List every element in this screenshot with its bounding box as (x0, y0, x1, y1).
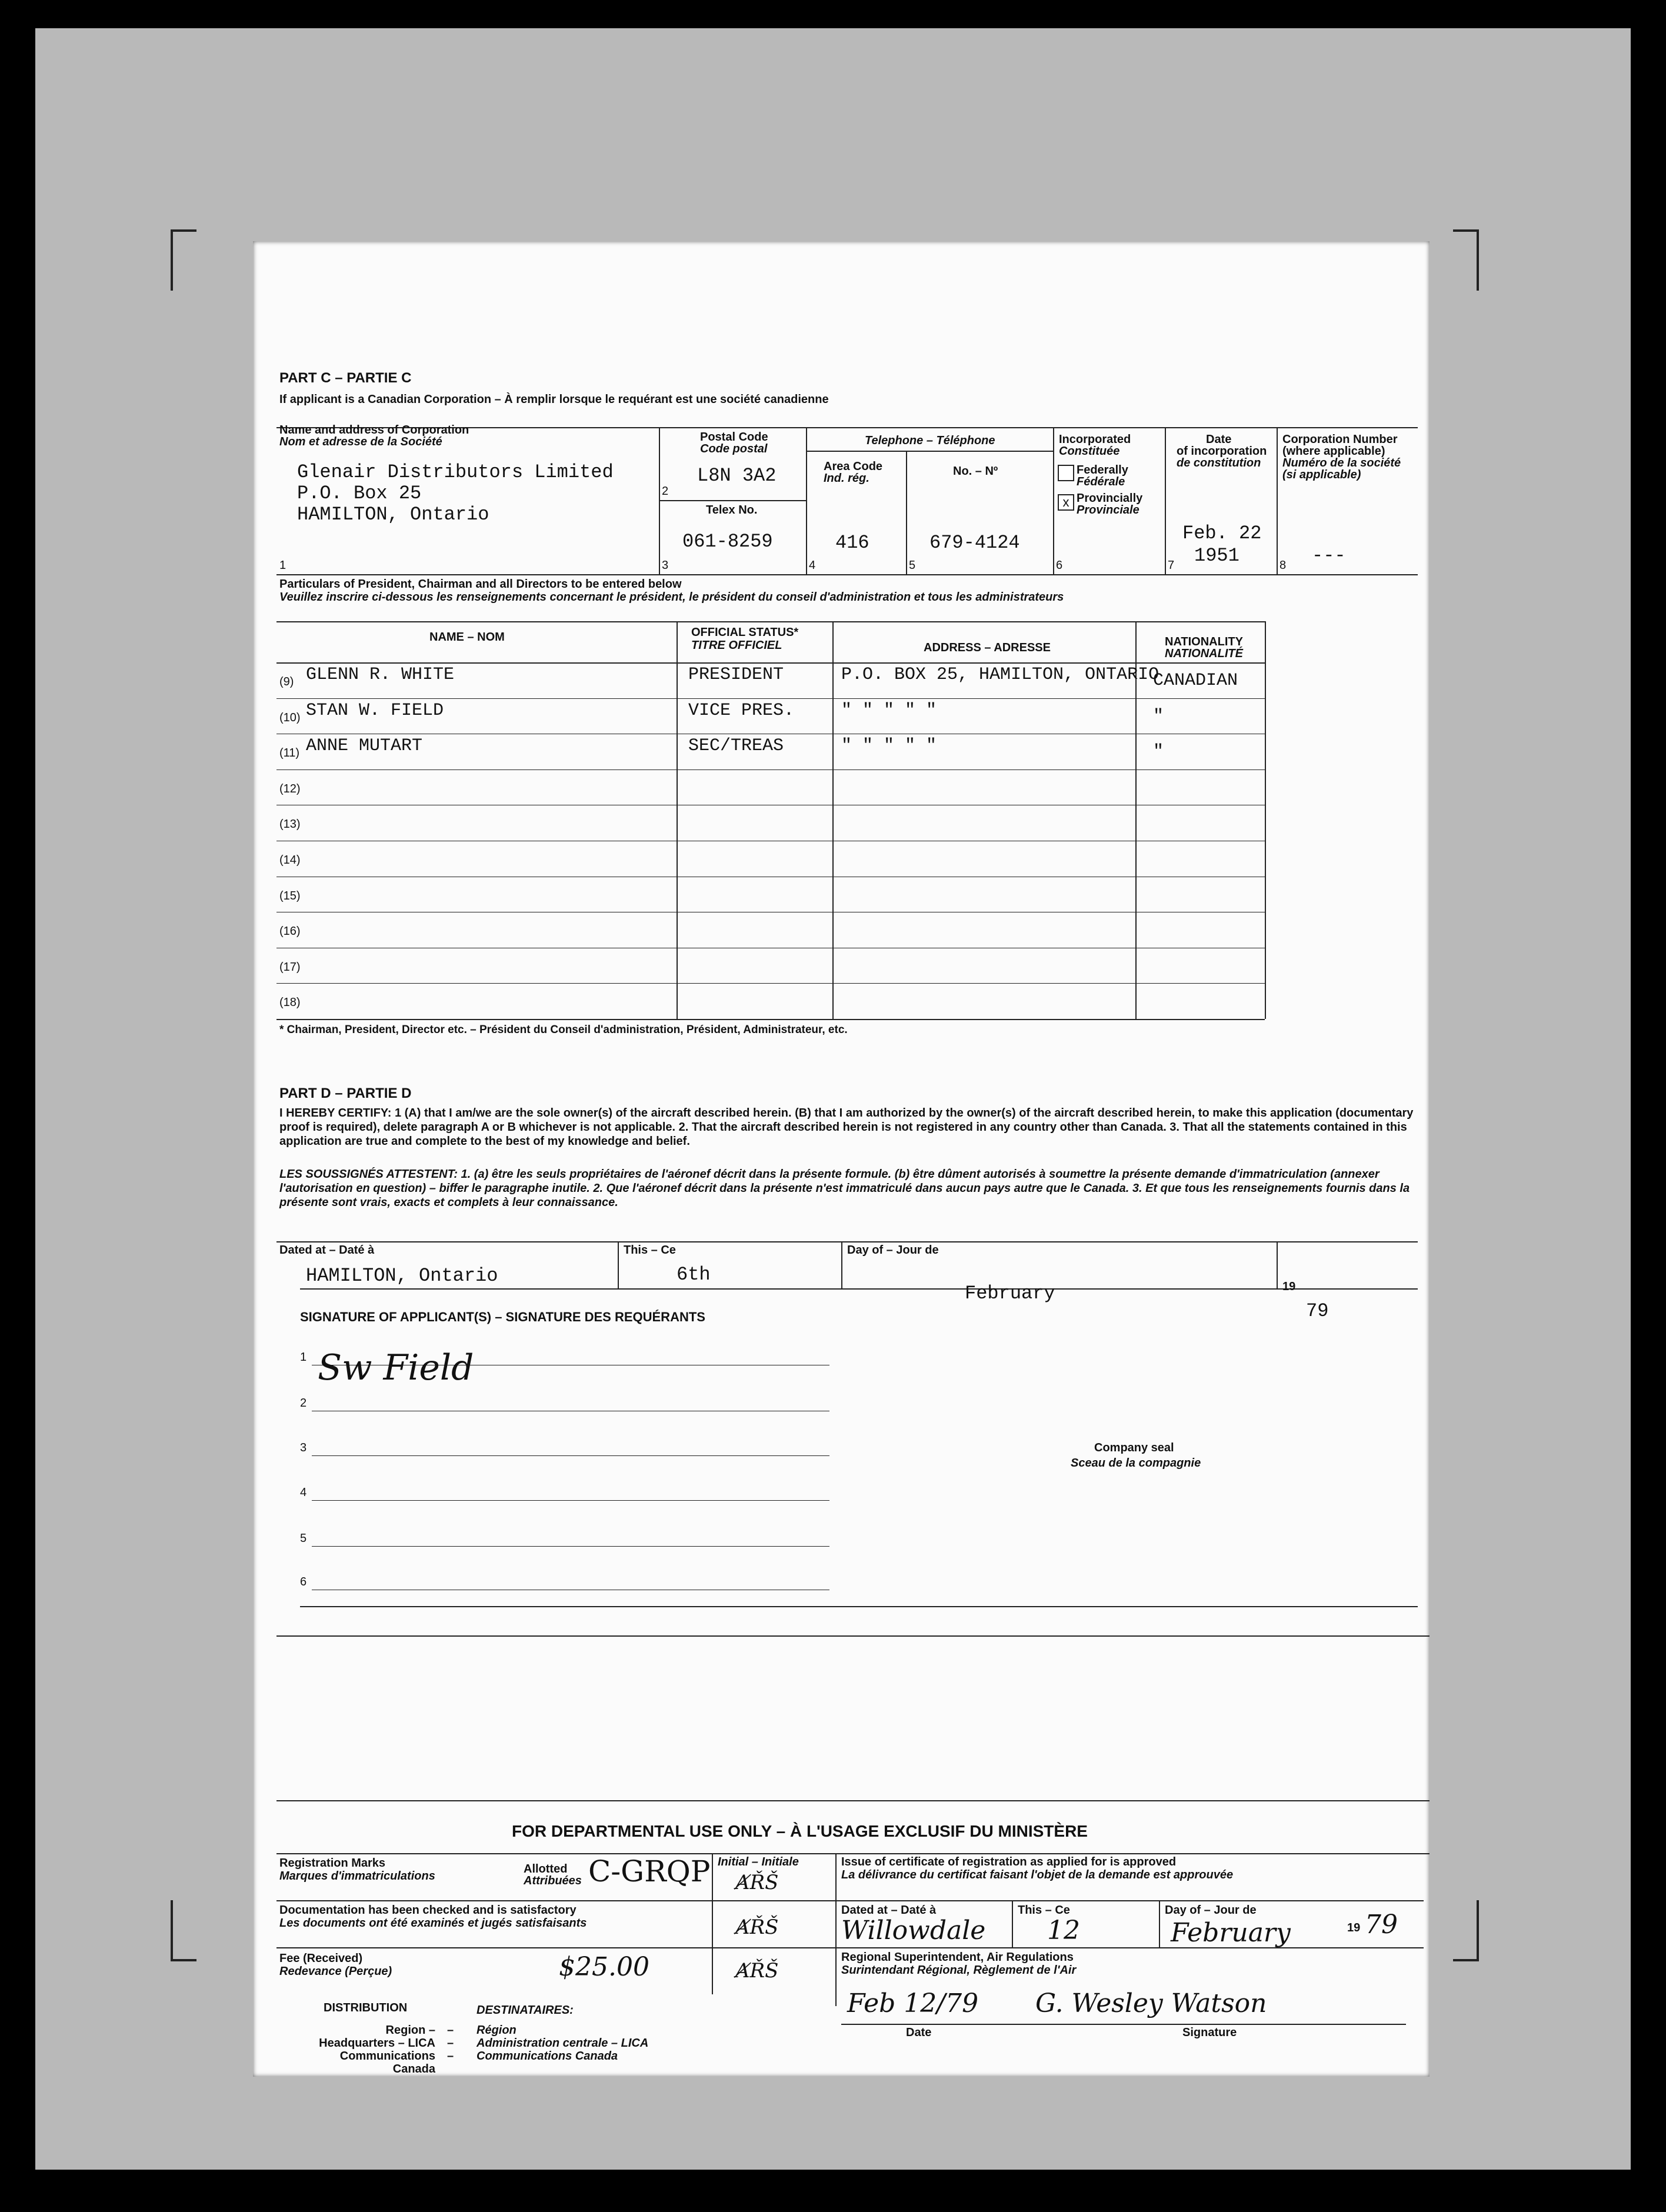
date-incorporation-label: Date (1206, 433, 1232, 446)
documentation-text: Documentation has been checked and is satisfactory (279, 1904, 577, 1917)
allotted-label-fr: Attribuées (524, 1874, 582, 1887)
company-seal-label-fr: Sceau de la compagnie (1071, 1457, 1201, 1470)
corp-number-label: Corporation Number (1282, 433, 1398, 446)
regional-superintendent-label-fr: Surintendant Régional, Règlement de l'Air (841, 1964, 1077, 1977)
year-value: 79 (1306, 1300, 1329, 1322)
part-c-heading: PART C – PARTIE C (279, 370, 412, 386)
issue-approved-text: Issue of certificate of registration as applied for is approved (841, 1855, 1177, 1868)
initial-mark-3: ȺŘŠ (735, 1959, 779, 1983)
provincially-label: Provincially (1077, 492, 1143, 505)
row-number: (11) (279, 747, 300, 760)
area-code-value: 416 (835, 532, 869, 554)
company-address-line: P.O. Box 25 (297, 482, 422, 504)
dept-this-value: 12 (1047, 1915, 1080, 1946)
dept-day-of-label: Day of – Jour de (1165, 1904, 1257, 1917)
field-number: 2 (662, 485, 669, 498)
director-name: ANNE MUTART (306, 736, 423, 757)
telephone-label: Telephone – Téléphone (865, 434, 995, 447)
regional-superintendent-label: Regional Superintendent, Air Regulations (841, 1951, 1074, 1964)
fee-label: Fee (Received) (279, 1952, 363, 1965)
distribution-item-fr: Communications Canada (477, 2050, 618, 2063)
row-number: (13) (279, 818, 301, 831)
table-row-rule (276, 769, 1265, 770)
director-nationality: " (1153, 742, 1164, 762)
allotted-label: Allotted (524, 1863, 568, 1875)
col-nationality-header-fr: NATIONALITÉ (1165, 647, 1243, 660)
distribution-dash: – (447, 2024, 454, 2037)
dept-dated-at-label: Dated at – Daté à (841, 1904, 937, 1917)
col-status-header-fr: TITRE OFFICIEL (691, 639, 782, 652)
col-nationality-header: NATIONALITY (1165, 635, 1243, 648)
initial-mark-2: ȺŘŠ (735, 1915, 779, 1939)
date-incorporation-label-fr: de constitution (1177, 457, 1261, 469)
postal-code-value: L8N 3A2 (697, 465, 777, 487)
telex-label: Telex No. (706, 504, 758, 517)
registration-marks-label-fr: Marques d'immatriculations (279, 1870, 435, 1883)
federally-label: Federally (1077, 464, 1128, 477)
corner-bracket-bl (171, 1900, 196, 1961)
corner-bracket-tl (171, 229, 196, 291)
distribution-dash: – (447, 2050, 454, 2063)
signature-line-number: 1 (300, 1351, 307, 1364)
year-prefix: 19 (1282, 1280, 1296, 1293)
signature-line-number: 4 (300, 1486, 307, 1499)
corner-bracket-tr (1453, 229, 1479, 291)
director-nationality: " (1153, 706, 1164, 727)
documentation-text-fr: Les documents ont été examinés et jugés satisfaisants (279, 1917, 587, 1930)
form-sheet (253, 241, 1430, 2077)
telex-value: 061-8259 (682, 531, 773, 552)
col-status-header: OFFICIAL STATUS* (691, 626, 799, 639)
table-row-rule (276, 983, 1265, 984)
signature-line-number: 3 (300, 1441, 307, 1454)
dept-day-of-value: February (1171, 1918, 1291, 1948)
director-name: STAN W. FIELD (306, 700, 444, 721)
col-address-header: ADDRESS – ADRESSE (924, 641, 1051, 654)
dept-dated-at-value: Willowdale (841, 1915, 986, 1946)
distribution-label: DISTRIBUTION (324, 2001, 408, 2014)
director-status: PRESIDENT (688, 665, 784, 685)
dept-year-prefix: 19 (1347, 1921, 1361, 1934)
date-incorporation-value: Feb. 22 (1182, 522, 1262, 544)
field-number: 7 (1168, 559, 1175, 572)
approval-date-value: Feb 12/79 (847, 1988, 979, 2018)
dated-at-label: Dated at – Daté à (279, 1244, 375, 1257)
corp-number-label-fr: Numéro de la société (1282, 457, 1401, 469)
postal-code-label-fr: Code postal (700, 442, 768, 455)
phone-number-label: No. – Nº (953, 465, 998, 478)
field-number: 1 (279, 559, 286, 572)
signature-line-number: 6 (300, 1575, 307, 1588)
company-name: Glenair Distributors Limited (297, 461, 614, 483)
table-row-rule (276, 1019, 1265, 1020)
company-city: HAMILTON, Ontario (297, 504, 489, 525)
row-number: (12) (279, 782, 301, 795)
area-code-label-fr: Ind. rég. (824, 472, 869, 485)
date-incorporation-label2: of incorporation (1177, 445, 1267, 458)
day-of-label: Day of – Jour de (847, 1244, 939, 1257)
director-address: P.O. BOX 25, HAMILTON, ONTARIO (841, 665, 1159, 685)
incorporated-label: Incorporated (1059, 433, 1131, 446)
distribution-item-fr: Région (477, 2024, 517, 2037)
signature-line-number: 2 (300, 1397, 307, 1410)
this-day-value: 6th (677, 1264, 711, 1285)
allotted-marks-value: C-GRQP (588, 1854, 711, 1888)
field-number: 8 (1280, 559, 1287, 572)
initial-mark-1: ȺŘŠ (735, 1871, 779, 1894)
distribution-dash: – (447, 2037, 454, 2050)
row-number: (17) (279, 960, 301, 974)
row-number: (16) (279, 925, 301, 938)
fee-value: $25.00 (559, 1952, 649, 1982)
corp-number-label-fr2: (si applicable) (1282, 468, 1361, 481)
particulars-instruction-fr: Veuillez inscrire ci-dessous les renseignements concernant le président, le président du conseil d'administration et tous les administrateurs (279, 591, 1064, 604)
row-number: (15) (279, 889, 301, 902)
name-address-label-fr: Nom et adresse de la Société (279, 435, 442, 448)
row-number: (10) (279, 711, 301, 724)
incorporated-label-fr: Constituée (1059, 445, 1120, 458)
corner-bracket-br (1453, 1900, 1479, 1961)
signature-line[interactable] (312, 1546, 829, 1547)
applicant-signature: Sw Field (318, 1347, 474, 1388)
approval-signature: G. Wesley Watson (1035, 1988, 1267, 2018)
table-row-rule (276, 698, 1265, 699)
approval-date-label: Date (906, 2026, 932, 2039)
director-name: GLENN R. WHITE (306, 665, 455, 685)
day-of-value: February (965, 1282, 1055, 1304)
destinataires-label: DESTINATAIRES: (477, 2004, 574, 2017)
federally-checkbox[interactable] (1058, 465, 1074, 481)
departmental-heading: FOR DEPARTMENTAL USE ONLY – À L'USAGE EXCLUSIF DU MINISTÈRE (512, 1822, 1088, 1840)
federally-label-fr: Fédérale (1077, 475, 1125, 488)
area-code-label: Area Code (824, 460, 883, 473)
issue-approved-text-fr: La délivrance du certificat faisant l'objet de la demande est approuvée (841, 1868, 1234, 1881)
date-incorporation-year: 1951 (1194, 545, 1239, 567)
registration-marks-label: Registration Marks (279, 1857, 386, 1870)
row-number: (18) (279, 996, 301, 1010)
distribution-item: Communications Canada (339, 2050, 435, 2076)
postal-code-label: Postal Code (700, 431, 768, 444)
provincially-label-fr: Provinciale (1077, 504, 1139, 517)
part-c-instruction: If applicant is a Canadian Corporation – À remplir lorsque le requérant est une société canadienne (279, 393, 829, 406)
this-day-label: This – Ce (624, 1244, 676, 1257)
phone-number-value: 679-4124 (929, 532, 1020, 554)
provincially-checkbox[interactable]: x (1058, 494, 1074, 511)
certification-text-fr: LES SOUSSIGNÉS ATTESTENT: 1. (a) être les seuls propriétaires de l'aéronef décrit dans la présente formule. (b) être dûment autorisés à soumettre la présente demande d'immatriculation (annexer l'autorisation en question) – biffer le paragraphe inutile. 2. Que l'aéronef décrit dans la présente n'est immatriculé dans aucun pays autre que le Canada. 3. Et que tous les renseignements fournis dans la présente sont vrais, exacts et complets à leur connaissance. (279, 1168, 1410, 1209)
director-status: SEC/TREAS (688, 736, 784, 757)
director-address: " " " " " (841, 700, 937, 721)
col-name-header: NAME – NOM (429, 631, 505, 644)
distribution-item: Region – (385, 2024, 435, 2037)
company-seal-label: Company seal (1094, 1441, 1174, 1454)
certification-text: I HEREBY CERTIFY: 1 (A) that I am/we are the sole owner(s) of the aircraft described herein. (B) that I am authorized by the owner(s) of the aircraft described herein, to make this application (documentary proof is required), delete paragraph A or B whichever is not applicable. 2. That the aircraft described herein is not registered in any country other than Canada. 3. That all the statements contained in this application are true and complete to the best of my knowledge and belief. (279, 1107, 1414, 1148)
distribution-item-fr: Administration centrale – LICA (477, 2037, 649, 2050)
field-number: 3 (662, 559, 669, 572)
dated-at-value: HAMILTON, Ontario (306, 1265, 498, 1287)
approval-signature-label: Signature (1182, 2026, 1237, 2039)
field-number: 5 (909, 559, 916, 572)
fee-label-fr: Redevance (Perçue) (279, 1965, 392, 1978)
initial-label: Initial – Initiale (718, 1855, 799, 1868)
name-address-label: Name and address of Corporation (279, 424, 469, 437)
corp-number-label2: (where applicable) (1282, 445, 1385, 458)
director-address: " " " " " (841, 736, 937, 757)
particulars-instruction: Particulars of President, Chairman and all Directors to be entered below (279, 578, 682, 591)
row-number: (9) (279, 675, 294, 688)
corp-number-value: --- (1312, 545, 1346, 567)
director-nationality: CANADIAN (1153, 671, 1238, 691)
signature-line[interactable] (312, 1500, 829, 1501)
dept-year-value: 79 (1365, 1910, 1398, 1940)
signature-line[interactable] (312, 1455, 829, 1456)
dept-this-label: This – Ce (1018, 1904, 1070, 1917)
director-status: VICE PRES. (688, 700, 795, 721)
field-number: 6 (1056, 559, 1063, 572)
field-number: 4 (809, 559, 816, 572)
distribution-item: Headquarters – LICA (319, 2037, 435, 2050)
row-number: (14) (279, 854, 301, 867)
signature-line-number: 5 (300, 1532, 307, 1545)
signature-applicants-label: SIGNATURE OF APPLICANT(S) – SIGNATURE DES REQUÉRANTS (300, 1310, 705, 1324)
part-d-heading: PART D – PARTIE D (279, 1085, 412, 1101)
table-footnote: * Chairman, President, Director etc. – Président du Conseil d'administration, Président, Administrateur, etc. (279, 1024, 848, 1036)
